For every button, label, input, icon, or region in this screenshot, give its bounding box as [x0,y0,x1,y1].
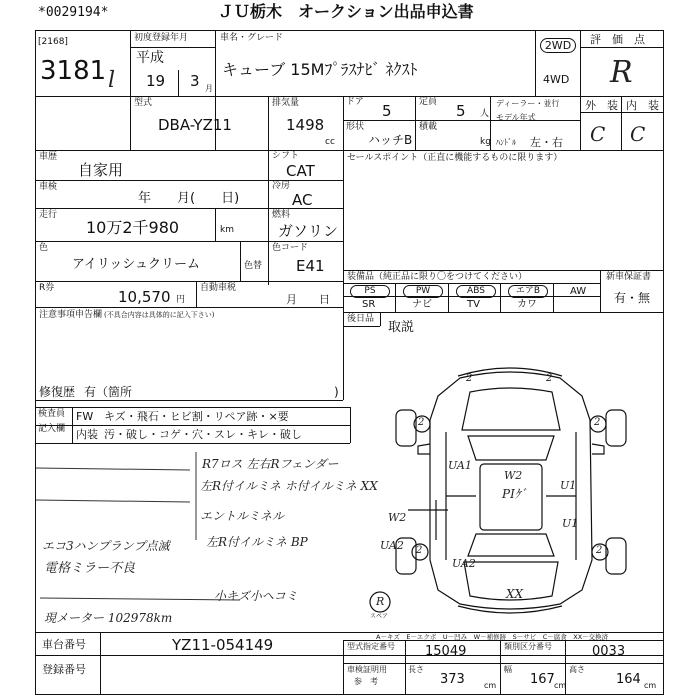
fw-label: FW [76,410,94,423]
diagram-code-ua1: UA1 [448,459,472,472]
new-warranty-value: 有・無 [614,291,651,305]
model-label: 型式 [134,98,153,108]
registration-label: 登録番号 [42,663,86,676]
ac-label: 冷房 [272,181,291,191]
diagram-code-ua2-a: UA2 [380,539,404,552]
repair-close: ) [334,385,339,399]
first-reg-year: 19 [146,72,166,90]
recycle-label: R券 [39,283,55,293]
inspection-value: 年 月( 日) [138,191,240,206]
inspector-label: 検査員 [38,409,66,419]
recycle-unit: 円 [176,295,186,305]
shift-value: CAT [286,162,315,180]
interior-label: 内 装 [626,99,659,112]
shape-value: ハッチB [368,133,413,147]
width-unit: cm [554,681,567,690]
exterior-grade: C [590,122,606,146]
repaint-label: 色替 [244,261,263,271]
color-label: 色 [39,243,49,253]
car-name: キューブ 15Mﾌﾟﾗｽﾅﾋﾞ ﾈｸｽﾄ [222,60,418,79]
exterior-label: 外 装 [585,99,618,112]
note-line-1: R7ロス 左右Rフェンダー [202,457,339,471]
tax-label: 自動車税 [200,283,237,293]
inspector-label-2: 記入欄 [38,424,66,434]
diagram-code-2: 2 [416,545,423,556]
diagram-code-w2-side: W2 [388,511,407,524]
lot-code: [2168] [38,37,68,47]
doors-value: 5 [382,102,392,120]
diagram-code-w2-roof: W2 [504,469,523,482]
equip-pw: PW [403,285,443,298]
equip-leather: カワ [517,299,537,310]
inspection-label: 車検 [39,182,58,192]
fw-items: キズ・飛石・ヒビ割・リペア跡・×要 [104,410,289,423]
first-reg-label: 初度登録年月 [134,33,189,43]
dealer-label: ディーラー・並行 [496,99,560,108]
equip-aw: AW [570,286,587,297]
form-title: ＪＵ栃木 オークション出品申込書 [218,2,474,21]
fuel-value: ガソリン [278,222,339,240]
displacement-unit: cc [325,137,335,147]
diagram-code-u1-a: U1 [560,479,577,492]
note-line-2: 左R付イルミネ ホ付イルミネ XX [200,479,378,493]
height-value: 164 [616,672,641,687]
sales-point-label: セールスポイント（正直に機能するものに限ります） [347,153,563,163]
fuel-label: 燃料 [272,210,291,220]
shape-label: 形状 [346,122,365,132]
note-line-7: 小キズ小ヘコミ [214,589,298,603]
lot-number: 3181 [40,56,107,86]
caution-label: 注意事項申告欄 [39,310,103,320]
equipment-label: 装備品（純正品に限り〇をつけてください） [347,272,528,282]
rear-items-label: 後日品 [347,314,375,324]
damage-legend: A－キズ E－エクボ U－凹み W－補修跡 S－サビ C－腐食 XX－交換済 [376,633,609,641]
capacity-label: 定員 [419,97,438,107]
height-label: 高さ [569,665,585,674]
mileage-value: 10万2千980 [86,218,180,237]
diagram-code-u1-b: U1 [562,517,579,530]
diagram-code-xx: XX [506,587,524,601]
interior-grade: C [630,122,646,146]
diagram-code-pi: PIｹﾞ [502,487,527,501]
diagram-code-r: R [376,595,385,608]
mileage-unit: km [220,225,234,235]
color-value: アイリッシュクリーム [72,257,201,272]
meter-note: 現メーター 102978km [44,611,173,625]
first-reg-month-unit: 月 [205,84,213,93]
note-line-3: エントルミネル [200,509,285,523]
doors-label: ドア [346,97,364,107]
handle-label: ﾊﾝﾄﾞﾙ [496,138,516,147]
capacity-value: 5 [456,102,466,120]
type-number-value: 15049 [425,644,467,659]
history-label: 車歴 [39,152,58,162]
drive-4wd: 4WD [543,73,570,86]
rear-items-value: 取説 [388,320,415,335]
history-value: 自家用 [78,161,124,179]
equip-abs: ABS [456,285,496,298]
serial-number: *0029194* [38,5,109,20]
mileage-label: 走行 [39,210,58,220]
height-unit: cm [644,681,657,690]
ac-value: AC [292,191,313,209]
color-code-label: 色コード [272,243,309,253]
note-line-6: 左R付イルミネ BP [206,535,308,549]
ref-label: 参 考 [354,677,378,686]
note-line-4: エコ3ハンプランプ点滅 [42,539,170,553]
type-number-label: 型式指定番号 [347,642,395,651]
car-name-label: 車名・グレード [220,33,284,43]
first-reg-era: 平成 [136,50,164,66]
new-warranty-label: 新車保証書 [606,272,652,282]
class-number-label: 類別区分番号 [504,642,552,651]
displacement-value: 1498 [286,116,325,134]
caution-sub: (不具合内容は具体的に記入下さい) [104,311,215,319]
diagram-code-1: 2 [418,417,425,428]
width-value: 167 [530,672,555,687]
model-value: DBA-YZ11 [158,116,232,134]
width-label: 幅 [504,665,512,674]
displacement-label: 排気量 [272,98,300,108]
first-reg-month: 3 [190,72,200,90]
diagram-code-3: 2 [594,417,601,428]
equip-navi: ナビ [412,299,432,310]
repair-label: 修復歴 [39,385,76,399]
chassis-label: 車台番号 [42,638,86,651]
equip-tv: TV [467,299,480,310]
equip-airbag: エアB [508,285,548,298]
diagram-code-4: 2 [596,545,603,556]
score-value: R [610,55,633,90]
recycle-value: 10,570 [118,288,171,306]
interior-check-items: 汚・破し・コゲ・穴・スレ・キレ・破し [104,428,302,441]
lot-mark: l [108,68,116,93]
model-year-label: モデル年式 [496,113,536,122]
diagram-code-6: 2 [546,373,553,384]
repair-value: 有（箇所 [84,385,133,399]
score-label: 評 価 点 [590,33,645,46]
spare-label: スペア [370,613,389,620]
capacity-unit: 人 [480,109,490,119]
length-unit: cm [484,681,497,690]
equip-ps: PS [350,285,390,298]
tax-date: 月 日 [286,293,330,306]
equip-sr: SR [362,299,376,310]
cert-label: 車検証明用 [347,665,387,674]
length-value: 373 [440,672,465,687]
color-code-value: E41 [296,257,325,275]
handle-value: 左・右 [530,136,563,149]
interior-check-label: 内装 [76,428,98,441]
shift-label: シフト [272,151,300,161]
length-label: 長さ [408,665,424,674]
load-label: 積載 [419,122,438,132]
note-line-5: 電格ミラー不良 [44,561,136,576]
diagram-code-5: 2 [466,373,473,384]
load-unit: kg [480,137,491,147]
class-number-value: 0033 [592,644,626,659]
chassis-value: YZ11-054149 [172,636,274,654]
drive-2wd: 2WD [540,38,576,53]
diagram-code-ua2-b: UA2 [452,557,476,570]
